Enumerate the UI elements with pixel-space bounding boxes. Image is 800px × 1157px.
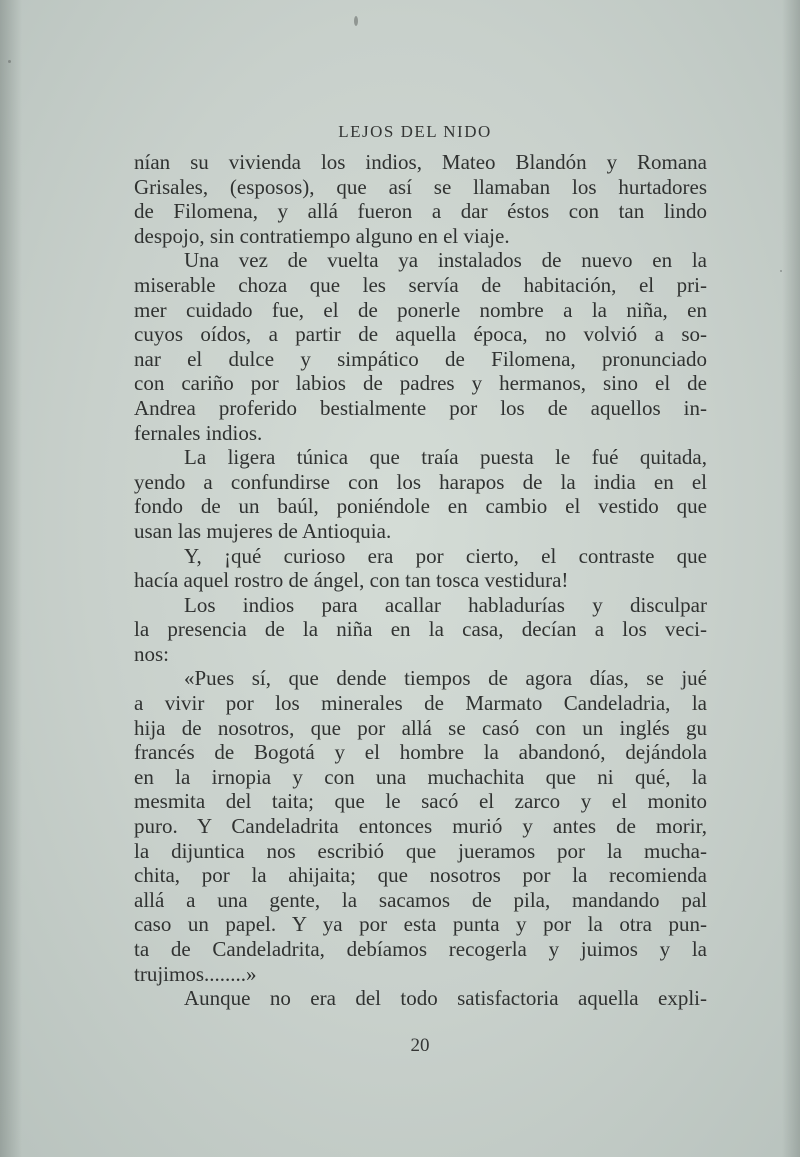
text-line: Andrea proferido bestialmente por los de aquellos in- xyxy=(134,395,707,420)
text-line: despojo, sin contratiempo alguno en el viaje. xyxy=(134,223,510,248)
text-line: miserable choza que les servía de habitación, el pri- xyxy=(134,272,707,297)
text-line: ta de Candeladrita, debíamos recogerla y juimos y la xyxy=(134,937,707,961)
text-line: allá a una gente, la sacamos de pila, mandando pal xyxy=(134,887,707,912)
print-speck xyxy=(780,270,782,272)
text-line: la dijuntica nos escribió que jueramos por la mucha- xyxy=(134,838,707,863)
running-head: LEJOS DEL NIDO xyxy=(338,122,492,141)
text-line: mesmita del taita; que le sacó el zarco y el monito xyxy=(134,789,707,814)
text-line: la presencia de la niña en la casa, decían a los veci- xyxy=(134,617,707,642)
print-speck xyxy=(354,16,358,26)
text-line: trujimos........» xyxy=(134,961,257,986)
text-line: fondo de un baúl, poniéndole en cambio el vestido que xyxy=(134,494,707,519)
text-line: Una vez de vuelta ya instalados de nuevo en la xyxy=(184,248,707,273)
text-line: con cariño por labios de padres y hermanos, sino el de xyxy=(134,371,707,396)
page-number: 20 xyxy=(410,1035,430,1056)
text-line: de Filomena, y allá fueron a dar éstos con tan lindo xyxy=(134,199,707,224)
page-edge-shadow-right xyxy=(782,0,800,1157)
text-line: Y, ¡qué curioso era por cierto, el contraste que xyxy=(184,543,707,568)
text-line: caso un papel. Y ya por esta punta y por la otra pun- xyxy=(134,912,707,937)
text-line: hija de nosotros, que por allá se casó con un inglés gu xyxy=(134,715,707,740)
text-line: Aunque no era del todo satisfactoria aquella expli- xyxy=(184,986,707,1011)
text-line: usan las mujeres de Antioquia. xyxy=(134,518,392,543)
text-line: Grisales, (esposos), que así se llamaban los hurtadores xyxy=(134,174,707,199)
page-edge-shadow-left xyxy=(0,0,22,1157)
text-line: fernales indios. xyxy=(134,420,263,445)
text-line: Los indios para acallar habladurías y disculpar xyxy=(184,592,707,617)
text-line: a vivir por los minerales de Marmato Candeladria, la xyxy=(134,691,707,716)
text-line: mer cuidado fue, el de ponerle nombre a la niña, en xyxy=(134,297,707,322)
text-line: nar el dulce y simpático de Filomena, pronunciado xyxy=(134,346,707,371)
print-speck xyxy=(8,60,11,63)
text-line: La ligera túnica que traía puesta le fué quitada, xyxy=(184,445,707,470)
text-line: en la irnopia y con una muchachita que ni qué, la xyxy=(134,764,707,789)
body-text xyxy=(134,150,707,1011)
text-line: hacía aquel rostro de ángel, con tan tosca vestidura! xyxy=(134,568,569,593)
text-line: nían su vivienda los indios, Mateo Blandón y Romana xyxy=(134,150,707,174)
text-line: francés de Bogotá y el hombre la abandonó, dejándola xyxy=(134,740,707,765)
text-line: nos: xyxy=(134,641,170,666)
text-line: chita, por la ahijaita; que nosotros por la recomienda xyxy=(134,863,707,888)
text-line: «Pues sí, que dende tiempos de agora días, se jué xyxy=(184,666,707,691)
text-line: yendo a confundirse con los harapos de la india en el xyxy=(134,469,707,494)
text-line: puro. Y Candeladrita entonces murió y antes de morir, xyxy=(134,814,707,839)
text-line: cuyos oídos, a partir de aquella época, no volvió a so- xyxy=(134,322,707,347)
